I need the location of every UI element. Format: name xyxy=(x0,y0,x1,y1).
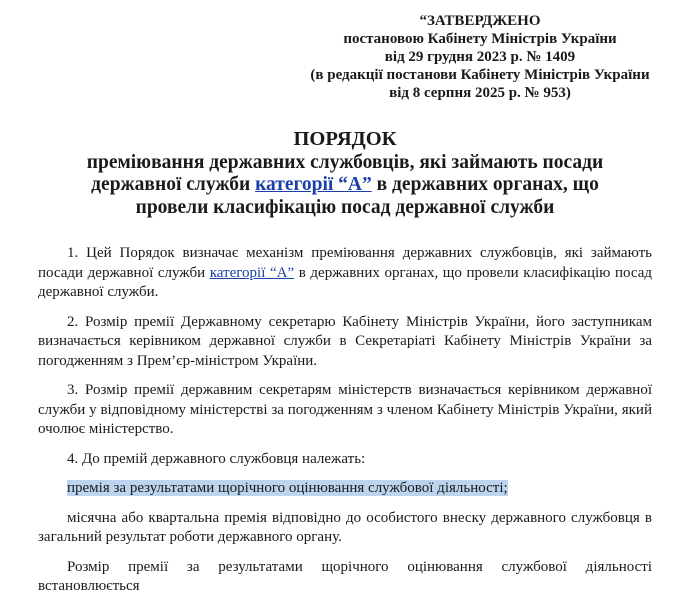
paragraph-4: 4. До премій державного службовця належать: xyxy=(67,450,366,467)
approval-line-2: постановою Кабінету Міністрів України xyxy=(343,31,617,47)
title-line-3-before: державної служби xyxy=(91,174,256,195)
approval-stamp xyxy=(280,12,680,102)
paragraph-1 xyxy=(38,244,652,303)
approval-line-4: (в редакції постанови Кабінету Міністрів України xyxy=(310,67,650,83)
paragraph-1-before: 1. Цей Порядок визначає механізм преміювання державних службовців, які займають посади державної служби xyxy=(38,245,652,281)
paragraph-7: Розмір премії за результатами щорічного оцінювання службової діяльності встановлюється xyxy=(38,558,652,594)
title-line-3 xyxy=(30,174,660,197)
highlighted-text[interactable]: премія за результатами щорічного оцінювання службової діяльності; xyxy=(67,480,508,496)
paragraph-1-after: в державних органах, що провели класифікацію посад державної служби. xyxy=(38,264,652,300)
category-a-link-title[interactable]: категорії “А” xyxy=(255,174,372,195)
paragraph-6: місячна або квартальна премія відповідно до особистого внеску державного службовця в загальний результат роботи державного органу. xyxy=(38,509,652,545)
title-line-3-after: в державних органах, що xyxy=(371,174,599,195)
paragraph-2: 2. Розмір премії Державному секретарю Кабінету Міністрів України, його заступникам визначається керівником державної служби в Секретаріаті Кабінету Міністрів України за погодженням з Прем’єр-міністром України. xyxy=(38,313,652,369)
paragraph-3: 3. Розмір премії державним секретарям міністерств визначається керівником державної служби у відповідному міністерстві за погодженням з членом Кабінету Міністрів України, який очолює міністерство. xyxy=(38,382,652,437)
title-heading: ПОРЯДОК xyxy=(293,128,397,150)
title-line-2: преміювання державних службовців, які займають посади xyxy=(86,151,604,173)
document-title xyxy=(30,128,660,219)
approval-line-1: “ЗАТВЕРДЖЕНО xyxy=(419,13,541,29)
paragraph-5 xyxy=(38,479,652,499)
category-a-link-paragraph[interactable]: категорії “А” xyxy=(209,264,295,281)
approval-line-3: від 29 грудня 2023 р. № 1409 xyxy=(384,49,576,65)
approval-line-5: від 8 серпня 2025 р. № 953) xyxy=(389,85,571,101)
title-line-4: провели класифікацію посад державної служби xyxy=(135,196,555,218)
document-body xyxy=(38,244,652,607)
